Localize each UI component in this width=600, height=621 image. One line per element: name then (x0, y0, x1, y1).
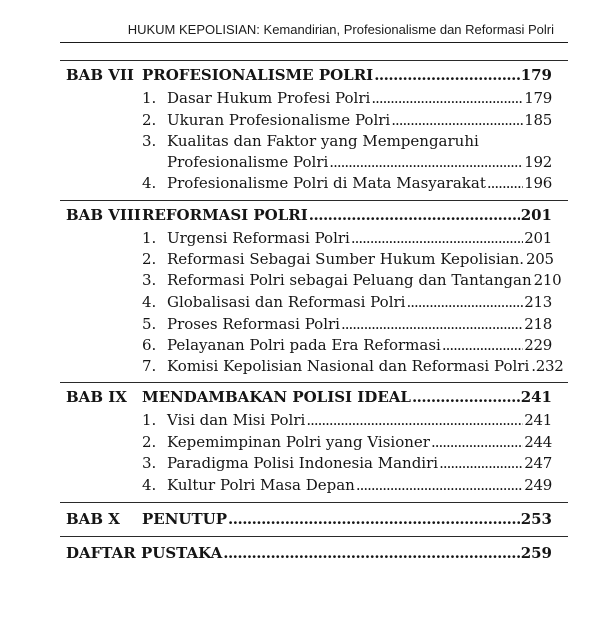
dot-leader (356, 475, 523, 495)
dot-leader (439, 453, 523, 473)
section-page: 201 (524, 229, 552, 247)
dot-leader (412, 387, 520, 407)
dot-leader (487, 173, 523, 193)
section-title: Globalisasi dan Reformasi Polri (167, 293, 406, 311)
toc-section-continuation[interactable] (167, 152, 552, 172)
toc-section[interactable] (142, 249, 552, 269)
section-title: Pelayanan Polri pada Era Reformasi (167, 336, 441, 354)
section-number: 4. (142, 293, 157, 311)
section-title: Kultur Polri Masa Depan (167, 476, 355, 494)
section-page: 241 (524, 411, 552, 429)
toc-section[interactable] (142, 335, 552, 355)
section-number: 1. (142, 89, 157, 107)
chapter-page: 253 (520, 510, 552, 528)
chapter-page: 179 (520, 66, 552, 84)
toc-section[interactable] (142, 453, 552, 473)
dot-leader (306, 410, 523, 430)
section-title: Reformasi Sebagai Sumber Hukum Kepolisian. (167, 250, 524, 268)
dot-leader (442, 335, 523, 355)
toc-section[interactable] (142, 228, 552, 248)
section-number: 6. (142, 336, 157, 354)
section-number: 2. (142, 250, 157, 268)
chapter-divider (60, 536, 568, 537)
dot-leader (391, 110, 523, 130)
toc-section[interactable] (142, 173, 552, 193)
dot-leader (371, 88, 523, 108)
section-number: 5. (142, 315, 157, 333)
chapter-page: 241 (520, 388, 552, 406)
toc-section[interactable] (142, 270, 562, 290)
chapter-page: 201 (520, 206, 552, 224)
section-number: 3. (142, 454, 157, 472)
section-title: Komisi Kepolisian Nasional dan Reformasi Polri (167, 357, 530, 375)
toc-bibliography[interactable] (66, 543, 552, 563)
section-page: 185 (524, 111, 552, 129)
chapter-title: PROFESIONALISME POLRI (142, 66, 374, 84)
chapter-divider (60, 200, 568, 201)
section-number: 4. (142, 476, 157, 494)
chapter-label: BAB VIII (66, 206, 141, 224)
dot-leader (329, 152, 523, 172)
header-rule (60, 42, 568, 43)
toc-section[interactable] (142, 292, 552, 312)
section-number: 2. (142, 111, 157, 129)
toc-chapter-bab-ix[interactable] (66, 387, 552, 407)
section-page: 249 (524, 476, 552, 494)
toc-chapter-bab-vii[interactable] (66, 65, 552, 85)
section-title: Proses Reformasi Polri (167, 315, 340, 333)
section-number: 1. (142, 229, 157, 247)
toc-section[interactable] (142, 410, 552, 430)
dot-leader (309, 205, 520, 225)
section-page: 179 (524, 89, 552, 107)
chapter-title: MENDAMBAKAN POLISI IDEAL (142, 388, 411, 406)
section-number: 3. (142, 132, 157, 150)
dot-leader (228, 509, 520, 529)
toc-section[interactable] (142, 432, 552, 452)
chapter-title: DAFTAR PUSTAKA (66, 544, 223, 562)
section-page: .232 (531, 357, 564, 375)
toc-section[interactable] (142, 314, 552, 334)
section-page: 205 (526, 250, 554, 268)
section-page: 192 (524, 153, 552, 171)
toc-section[interactable] (142, 475, 552, 495)
chapter-label: BAB X (66, 510, 120, 528)
section-page: 196 (524, 174, 552, 192)
section-title: Ukuran Profesionalisme Polri (167, 111, 391, 129)
section-page: 218 (524, 315, 552, 333)
section-number: 7. (142, 357, 157, 375)
chapter-divider (60, 502, 568, 503)
section-title: Dasar Hukum Profesi Polri (167, 89, 371, 107)
chapter-title: PENUTUP (142, 510, 228, 528)
chapter-title: REFORMASI POLRI (142, 206, 308, 224)
chapter-divider (60, 60, 568, 61)
chapter-label: BAB IX (66, 388, 127, 406)
section-page: 247 (524, 454, 552, 472)
chapter-page: 259 (520, 544, 552, 562)
section-title: Reformasi Polri sebagai Peluang dan Tantangan (167, 271, 532, 289)
section-title: Kepemimpinan Polri yang Visioner (167, 433, 430, 451)
dot-leader (223, 543, 519, 563)
toc-section[interactable] (142, 88, 552, 108)
section-title-continued: Profesionalisme Polri (167, 153, 329, 171)
dot-leader (374, 65, 519, 85)
dot-leader (406, 292, 523, 312)
toc-chapter-bab-x[interactable] (66, 509, 552, 529)
section-title: Visi dan Misi Polri (167, 411, 306, 429)
dot-leader (351, 228, 523, 248)
section-page: 210 (533, 271, 562, 289)
toc-section[interactable] (142, 110, 552, 130)
section-page: 229 (524, 336, 552, 354)
section-title: Paradigma Polisi Indonesia Mandiri (167, 454, 439, 472)
section-title: Kualitas dan Faktor yang Mempengaruhi (167, 132, 479, 150)
section-number: 4. (142, 174, 157, 192)
toc-chapter-bab-viii[interactable] (66, 205, 552, 225)
running-header: HUKUM KEPOLISIAN: Kemandirian, Profesionalisme dan Reformasi Polri (127, 22, 554, 37)
chapter-label: BAB VII (66, 66, 134, 84)
section-number: 2. (142, 433, 157, 451)
section-number: 1. (142, 411, 157, 429)
section-number: 3. (142, 271, 157, 289)
section-page: 213 (524, 293, 552, 311)
chapter-divider (60, 382, 568, 383)
section-page: 244 (524, 433, 552, 451)
dot-leader (341, 314, 523, 334)
dot-leader (431, 432, 523, 452)
section-title: Urgensi Reformasi Polri (167, 229, 350, 247)
section-title: Profesionalisme Polri di Mata Masyarakat (167, 174, 486, 192)
toc-section[interactable] (142, 356, 564, 376)
toc-section[interactable] (142, 131, 552, 151)
